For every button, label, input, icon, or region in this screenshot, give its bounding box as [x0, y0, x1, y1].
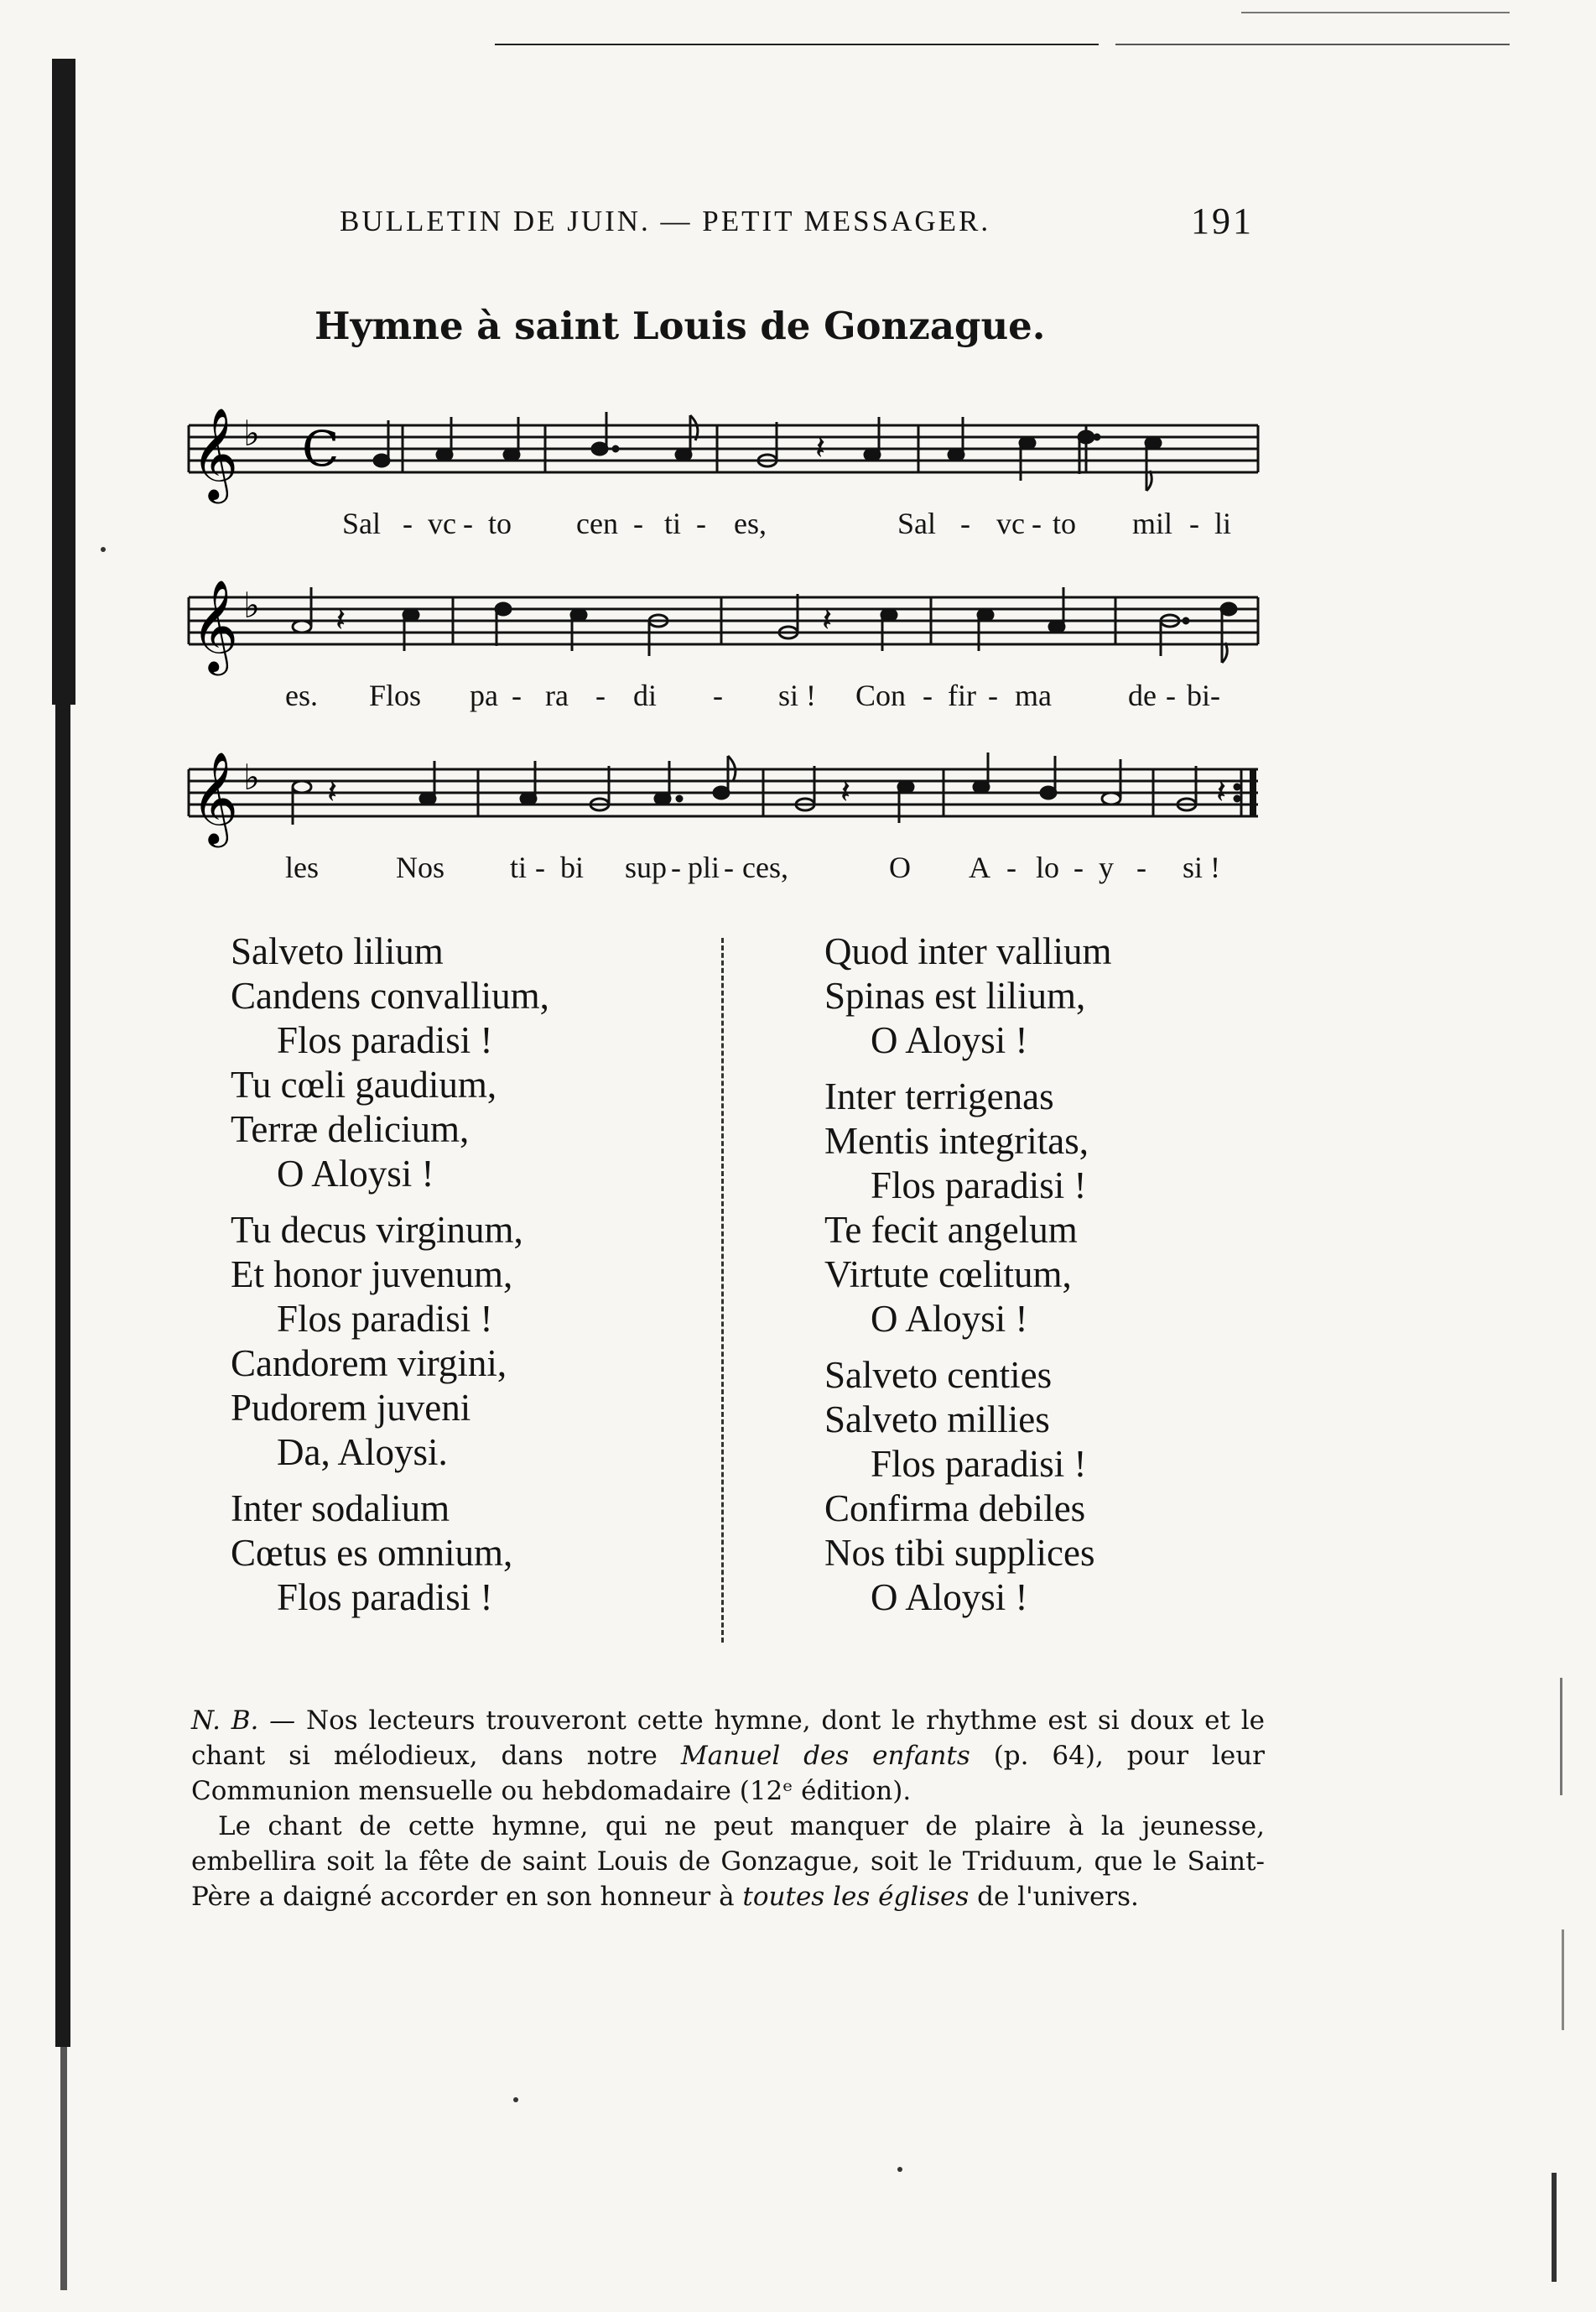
lyric-syllable: vc	[996, 507, 1025, 540]
lyric-syllable: vc	[428, 507, 456, 540]
lyric-syllable: di	[633, 679, 658, 712]
svg-text:𝄽: 𝄽	[840, 773, 851, 811]
note-text: de l'univers.	[969, 1882, 1139, 1912]
editorial-note	[191, 1703, 1265, 1914]
lyric-syllable: Flos	[369, 679, 422, 712]
verse-line: Inter terrigenas	[824, 1075, 1054, 1117]
verse-line: Flos paradisi !	[871, 1164, 1087, 1206]
lyric-syllable: si !	[778, 679, 816, 712]
svg-text:𝄽: 𝄽	[822, 601, 833, 639]
verse-line: Et honor juvenum,	[231, 1253, 513, 1295]
staff-1-notation	[176, 407, 1258, 499]
treble-clef-icon: 𝄞	[191, 752, 239, 844]
verse-line: O Aloysi !	[277, 1153, 434, 1195]
verse-line: Tu cœli gaudium,	[231, 1064, 497, 1106]
music-system-3	[176, 751, 1258, 884]
lyric-syllable: es,	[734, 507, 767, 540]
lyric-syllable: Sal	[342, 507, 382, 540]
note-emphasis: toutes les églises	[742, 1882, 970, 1912]
speck	[101, 547, 106, 552]
lyric-syllable: -	[1189, 507, 1199, 540]
lyric-syllable: ces,	[742, 851, 788, 884]
page-number: 191	[1191, 200, 1254, 242]
treble-clef-icon: 𝄞	[191, 580, 239, 672]
flat-icon: ♭	[243, 413, 260, 454]
verse-line: O Aloysi !	[871, 1576, 1028, 1618]
speck	[513, 2097, 518, 2102]
verse-line: Terræ delicium,	[231, 1108, 470, 1150]
verse-line: Mentis integritas,	[824, 1120, 1089, 1162]
lyric-syllable: -	[988, 679, 998, 712]
scan-line-top-right-2	[1115, 44, 1510, 45]
stanza	[231, 1487, 700, 1620]
right-edge-mark	[1552, 2173, 1557, 2282]
running-header	[340, 200, 1254, 250]
lyric-syllable: -	[403, 507, 413, 540]
right-edge-mark-2	[1560, 1678, 1562, 1795]
note-paragraph-2	[191, 1809, 1265, 1914]
music-system-2	[176, 579, 1258, 712]
lyric-syllable: bi-	[1187, 679, 1220, 712]
lyric-syllable: si !	[1183, 851, 1220, 884]
verse-line: Candorem virgini,	[231, 1342, 507, 1384]
lyric-syllable: to	[1053, 507, 1077, 540]
lyric-syllable: cen	[576, 507, 618, 540]
stanza	[824, 1075, 1294, 1341]
lyric-syllable: ti	[664, 507, 682, 540]
lyric-syllable: Con	[855, 679, 907, 712]
lyric-syllable: -	[595, 679, 606, 712]
verse-line: Flos paradisi !	[277, 1298, 493, 1340]
verse-line: Confirma debiles	[824, 1487, 1086, 1529]
stanza	[231, 1208, 700, 1475]
running-title: BULLETIN DE JUIN. — PETIT MESSAGER.	[340, 205, 991, 237]
lyric-syllable: Nos	[396, 851, 445, 884]
verse-line: Tu decus virginum,	[231, 1209, 523, 1251]
lyric-syllable: y	[1099, 851, 1114, 884]
binding-edge	[52, 59, 75, 705]
lyric-syllable: -	[713, 679, 723, 712]
music-system-1	[176, 407, 1258, 540]
lyric-syllable: fir	[948, 679, 976, 712]
staff-2-notation	[176, 579, 1258, 671]
lyric-syllable: -	[1166, 679, 1176, 712]
verse-line: Salveto centies	[824, 1354, 1053, 1396]
verse-line: Candens convallium,	[231, 975, 549, 1017]
lyric-syllable: ti	[510, 851, 528, 884]
verse-line: Flos paradisi !	[871, 1443, 1087, 1485]
lyric-syllable: -	[960, 507, 970, 540]
binding-edge-foot	[60, 2047, 67, 2290]
lyric-syllable: -	[1006, 851, 1016, 884]
note-paragraph-1	[191, 1703, 1265, 1809]
lyric-syllable: es.	[285, 679, 318, 712]
note-text: (p. 64), pour leur Communion mensuelle ou hebdomadaire (12ᵉ édition).	[191, 1741, 1265, 1806]
lyrics-line-3	[176, 850, 1258, 892]
lyric-syllable: -	[696, 507, 706, 540]
column-divider	[721, 938, 726, 1643]
lyric-syllable: O	[889, 851, 911, 884]
lyric-syllable: de	[1128, 679, 1157, 712]
verse-line: Te fecit angelum	[824, 1209, 1078, 1251]
verse-line: Cœtus es omnium,	[231, 1532, 513, 1574]
lyric-syllable: pli	[688, 851, 720, 884]
svg-text:𝄽: 𝄽	[327, 773, 338, 811]
lyric-syllable: to	[488, 507, 512, 540]
verse-line: Flos paradisi !	[277, 1019, 493, 1061]
stanza	[231, 929, 700, 1196]
verses-right-column	[824, 929, 1294, 1632]
hymn-title: Hymne à saint Louis de Gonzague.	[315, 304, 1046, 348]
lyric-syllable: les	[285, 851, 319, 884]
lyric-syllable: A	[969, 851, 990, 884]
verse-line: Salveto lilium	[231, 930, 444, 972]
right-edge-mark-3	[1562, 1929, 1564, 2030]
verse-line: Quod inter vallium	[824, 930, 1112, 972]
lyric-syllable: -	[1032, 507, 1042, 540]
lyric-syllable: -	[1074, 851, 1084, 884]
lyric-syllable: -	[633, 507, 643, 540]
staff-3-notation	[176, 751, 1258, 843]
lyric-syllable: -	[671, 851, 681, 884]
lyric-syllable: Sal	[897, 507, 937, 540]
verse-line: Nos tibi supplices	[824, 1532, 1095, 1574]
stanza	[824, 1353, 1294, 1620]
lyric-syllable: lo	[1036, 851, 1060, 884]
lyrics-line-1	[176, 506, 1258, 548]
verse-line: Da, Aloysi.	[277, 1431, 448, 1473]
note-text: Nos lecteurs trouveront cette hymne, dont le rhythme est si doux et le chant si mélodieux, dans notre	[191, 1705, 1265, 1771]
svg-text:𝄽: 𝄽	[1216, 773, 1227, 811]
verse-line: Spinas est lilium,	[824, 975, 1086, 1017]
svg-text:𝄽: 𝄽	[815, 429, 826, 467]
lyric-syllable: -	[724, 851, 734, 884]
common-time-icon: C	[302, 420, 340, 477]
treble-clef-icon: 𝄞	[191, 408, 239, 500]
svg-text:𝄽: 𝄽	[335, 601, 346, 639]
note-text: Le chant de cette hymne, qui ne peut manquer de plaire à la jeunesse, embellira soit la fête de saint Louis de Gonzague, soit le Triduum, que le Saint-Père a daigné accorder en son honneur à	[191, 1811, 1265, 1912]
verse-line: Pudorem juveni	[231, 1387, 471, 1429]
verse-line: Flos paradisi !	[277, 1576, 493, 1618]
lyrics-line-2	[176, 678, 1258, 720]
lyric-syllable: -	[463, 507, 473, 540]
verse-line: Salveto millies	[824, 1398, 1050, 1440]
flat-icon: ♭	[243, 757, 260, 798]
scan-line-top-right	[1241, 12, 1510, 13]
speck	[897, 2167, 902, 2172]
book-title: Manuel des enfants	[680, 1741, 970, 1771]
lyric-syllable: ma	[1015, 679, 1052, 712]
lyric-syllable: sup	[625, 851, 668, 884]
lyric-syllable: -	[1136, 851, 1146, 884]
scan-line-top	[495, 44, 1099, 45]
verses-left-column	[231, 929, 700, 1632]
lyric-syllable: bi	[560, 851, 585, 884]
lyric-syllable: pa	[470, 679, 498, 712]
verse-line: Inter sodalium	[231, 1487, 450, 1529]
verse-line: O Aloysi !	[871, 1019, 1028, 1061]
lyric-syllable: -	[512, 679, 522, 712]
lyric-syllable: li	[1214, 507, 1232, 540]
verse-line: Virtute cœlitum,	[824, 1253, 1072, 1295]
lyric-syllable: mil	[1132, 507, 1173, 540]
lyric-syllable: -	[535, 851, 545, 884]
binding-edge-lower	[55, 705, 70, 2047]
lyric-syllable: -	[923, 679, 933, 712]
note-label: N. B. —	[191, 1705, 306, 1736]
verse-line: O Aloysi !	[871, 1298, 1028, 1340]
stanza	[824, 929, 1294, 1063]
flat-icon: ♭	[243, 585, 260, 626]
lyric-syllable: ra	[545, 679, 569, 712]
